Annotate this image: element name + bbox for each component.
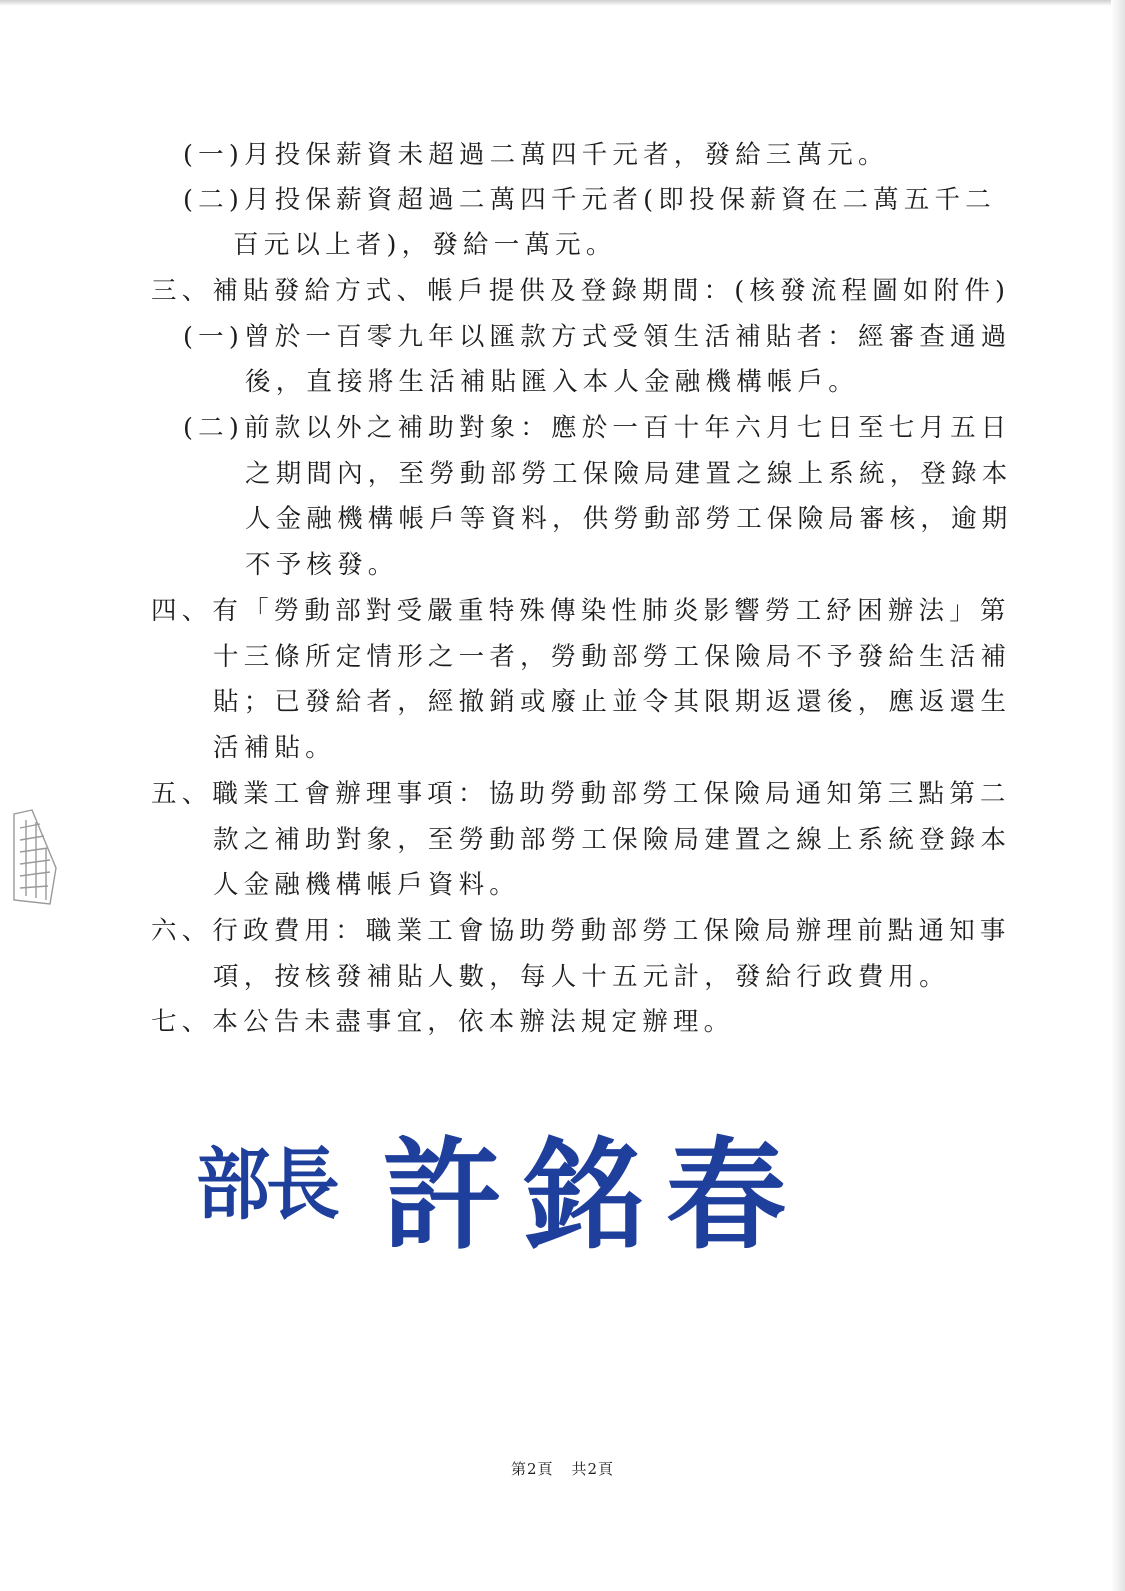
body-line-section-3-2-cont-2: 人金融機構帳戶等資料，供勞動部勞工保險局審核，逾期: [245, 504, 1013, 534]
body-line-section-4-cont-2: 貼；已發給者，經撤銷或廢止並令其限期返還後，應返還生: [213, 687, 1012, 717]
body-line-section-5-cont-1: 款之補助對象，至勞動部勞工保險局建置之線上系統登錄本: [213, 825, 1012, 855]
body-line-section-3-1-cont: 後，直接將生活補貼匯入本人金融機構帳戶。: [245, 367, 860, 397]
body-line-section-3-1: (一)曾於一百零九年以匯款方式受領生活補貼者：經審查通過: [183, 322, 1012, 352]
body-line-section-7: 七、本公告未盡事宜，依本辦法規定辦理。: [151, 1007, 735, 1037]
body-line-section-3-2: (二)前款以外之補助對象：應於一百十年六月七日至七月五日: [183, 413, 1012, 443]
body-line-section-4-cont-1: 十三條所定情形之一者，勞動部勞工保險局不予發給生活補: [213, 642, 1012, 672]
page-footer: [0, 1458, 1125, 1479]
body-line-item-1-1: (一)月投保薪資未超過二萬四千元者，發給三萬元。: [183, 140, 889, 170]
body-line-item-1-2-cont: 百元以上者)，發給一萬元。: [233, 230, 617, 260]
signature-name: 許銘春: [382, 1127, 808, 1266]
scan-right-edge: [1111, 0, 1125, 1591]
body-line-section-4: 四、有「勞動部對受嚴重特殊傳染性肺炎影響勞工紓困辦法」第: [151, 596, 1011, 626]
body-line-section-3: 三、補貼發給方式、帳戶提供及登錄期間：(核發流程圖如附件): [151, 276, 1011, 306]
body-line-item-1-2: (二)月投保薪資超過二萬四千元者(即投保薪資在二萬五千二: [183, 185, 996, 215]
body-line-section-3-2-cont-3: 不予核發。: [245, 550, 399, 580]
body-line-section-6: 六、行政費用：職業工會協助勞動部勞工保險局辦理前點通知事: [151, 916, 1011, 946]
minister-signature: [196, 1100, 808, 1266]
seal-stamp-icon: [10, 808, 60, 908]
signature-title: 部長: [196, 1140, 336, 1231]
page-number: 第2頁: [510, 1460, 554, 1478]
body-line-section-5-cont-2: 人金融機構帳戶資料。: [213, 870, 521, 900]
body-line-section-3-2-cont-1: 之期間內，至勞動部勞工保險局建置之線上系統，登錄本: [245, 459, 1013, 489]
scan-top-edge: [0, 0, 1125, 6]
body-line-section-6-cont: 項，按核發補貼人數，每人十五元計，發給行政費用。: [213, 962, 950, 992]
page-total: 共2頁: [571, 1460, 615, 1478]
body-line-section-4-cont-3: 活補貼。: [213, 733, 336, 763]
body-line-section-5: 五、職業工會辦理事項：協助勞動部勞工保險局通知第三點第二: [151, 779, 1011, 809]
